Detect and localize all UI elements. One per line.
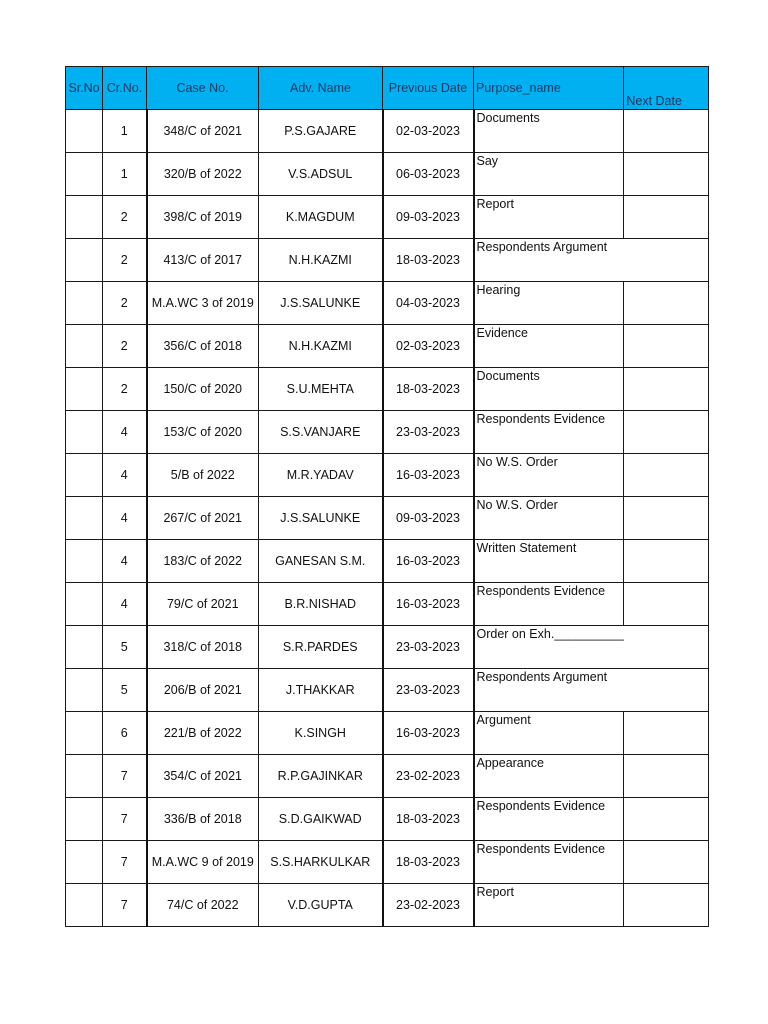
case-no-cell: 267/C of 2021 [147, 497, 259, 540]
purpose-cell: Respondents Evidence [474, 411, 624, 454]
sr-no-cell [66, 153, 103, 196]
previous-date-cell: 23-03-2023 [383, 626, 474, 669]
header-sr-no: Sr.No [66, 67, 103, 110]
adv-name-cell: S.S.VANJARE [259, 411, 383, 454]
table-row [66, 755, 709, 798]
case-no-cell: 221/B of 2022 [147, 712, 259, 755]
header-purpose-name: Purpose_name [474, 67, 624, 110]
cr-no-cell: 7 [103, 884, 147, 927]
case-no-cell: 320/B of 2022 [147, 153, 259, 196]
purpose-cell: Documents [474, 368, 624, 411]
case-no-cell: 356/C of 2018 [147, 325, 259, 368]
case-no-cell: 74/C of 2022 [147, 884, 259, 927]
next-date-cell [624, 454, 709, 497]
table-row [66, 454, 709, 497]
purpose-cell: No W.S. Order [474, 454, 624, 497]
sr-no-cell [66, 110, 103, 153]
previous-date-cell: 16-03-2023 [383, 540, 474, 583]
adv-name-cell: P.S.GAJARE [259, 110, 383, 153]
next-date-cell [624, 239, 709, 282]
header-case-no: Case No. [147, 67, 259, 110]
previous-date-cell: 09-03-2023 [383, 196, 474, 239]
cr-no-cell: 2 [103, 239, 147, 282]
header-previous-date: Previous Date [383, 67, 474, 110]
header-cr-no: Cr.No. [103, 67, 147, 110]
previous-date-cell: 16-03-2023 [383, 583, 474, 626]
table-row [66, 411, 709, 454]
next-date-cell [624, 368, 709, 411]
purpose-cell: Respondents Evidence [474, 841, 624, 884]
cr-no-cell: 2 [103, 282, 147, 325]
purpose-cell: Appearance [474, 755, 624, 798]
sr-no-cell [66, 454, 103, 497]
adv-name-cell: J.THAKKAR [259, 669, 383, 712]
adv-name-cell: B.R.NISHAD [259, 583, 383, 626]
purpose-cell: Respondents Evidence [474, 583, 624, 626]
cr-no-cell: 4 [103, 540, 147, 583]
adv-name-cell: S.S.HARKULKAR [259, 841, 383, 884]
sr-no-cell [66, 583, 103, 626]
previous-date-cell: 16-03-2023 [383, 712, 474, 755]
previous-date-cell: 18-03-2023 [383, 239, 474, 282]
sr-no-cell [66, 540, 103, 583]
cr-no-cell: 1 [103, 153, 147, 196]
purpose-cell: Hearing [474, 282, 624, 325]
cause-list-table [65, 66, 709, 927]
next-date-cell [624, 497, 709, 540]
table-row [66, 583, 709, 626]
next-date-cell [624, 325, 709, 368]
purpose-cell: Respondents Argument [474, 669, 624, 712]
table-row [66, 110, 709, 153]
case-no-cell: 183/C of 2022 [147, 540, 259, 583]
sr-no-cell [66, 368, 103, 411]
previous-date-cell: 09-03-2023 [383, 497, 474, 540]
sr-no-cell [66, 841, 103, 884]
table-body [66, 110, 709, 927]
previous-date-cell: 04-03-2023 [383, 282, 474, 325]
header-row [66, 67, 709, 110]
next-date-cell [624, 583, 709, 626]
cr-no-cell: 7 [103, 798, 147, 841]
purpose-cell: Documents [474, 110, 624, 153]
sr-no-cell [66, 884, 103, 927]
cr-no-cell: 5 [103, 669, 147, 712]
purpose-cell: No W.S. Order [474, 497, 624, 540]
previous-date-cell: 18-03-2023 [383, 841, 474, 884]
purpose-cell: Evidence [474, 325, 624, 368]
adv-name-cell: N.H.KAZMI [259, 325, 383, 368]
previous-date-cell: 02-03-2023 [383, 325, 474, 368]
sr-no-cell [66, 325, 103, 368]
next-date-cell [624, 411, 709, 454]
next-date-cell [624, 841, 709, 884]
previous-date-cell: 23-03-2023 [383, 669, 474, 712]
purpose-cell: Respondents Argument [474, 239, 624, 282]
adv-name-cell: S.U.MEHTA [259, 368, 383, 411]
cr-no-cell: 7 [103, 755, 147, 798]
previous-date-cell: 02-03-2023 [383, 110, 474, 153]
adv-name-cell: J.S.SALUNKE [259, 282, 383, 325]
purpose-cell: Report [474, 196, 624, 239]
adv-name-cell: GANESAN S.M. [259, 540, 383, 583]
adv-name-cell: M.R.YADAV [259, 454, 383, 497]
table-row [66, 282, 709, 325]
next-date-cell [624, 153, 709, 196]
sr-no-cell [66, 626, 103, 669]
purpose-cell: Say [474, 153, 624, 196]
table-row [66, 884, 709, 927]
next-date-cell [624, 669, 709, 712]
cr-no-cell: 1 [103, 110, 147, 153]
purpose-cell: Order on Exh.__________ [474, 626, 624, 669]
sr-no-cell [66, 196, 103, 239]
cr-no-cell: 5 [103, 626, 147, 669]
next-date-cell [624, 884, 709, 927]
table-row [66, 196, 709, 239]
cr-no-cell: 6 [103, 712, 147, 755]
previous-date-cell: 18-03-2023 [383, 368, 474, 411]
case-no-cell: 5/B of 2022 [147, 454, 259, 497]
sr-no-cell [66, 411, 103, 454]
cr-no-cell: 7 [103, 841, 147, 884]
case-no-cell: 318/C of 2018 [147, 626, 259, 669]
table-row [66, 669, 709, 712]
case-no-cell: 348/C of 2021 [147, 110, 259, 153]
previous-date-cell: 18-03-2023 [383, 798, 474, 841]
sr-no-cell [66, 239, 103, 282]
previous-date-cell: 23-02-2023 [383, 755, 474, 798]
purpose-cell: Respondents Evidence [474, 798, 624, 841]
next-date-cell [624, 798, 709, 841]
table-row [66, 626, 709, 669]
sr-no-cell [66, 669, 103, 712]
sr-no-cell [66, 755, 103, 798]
header-next-date: Next Date [624, 67, 709, 110]
table-row [66, 841, 709, 884]
case-no-cell: 354/C of 2021 [147, 755, 259, 798]
adv-name-cell: J.S.SALUNKE [259, 497, 383, 540]
case-no-cell: 153/C of 2020 [147, 411, 259, 454]
table-row [66, 325, 709, 368]
previous-date-cell: 23-03-2023 [383, 411, 474, 454]
adv-name-cell: K.SINGH [259, 712, 383, 755]
next-date-cell [624, 626, 709, 669]
sr-no-cell [66, 282, 103, 325]
next-date-cell [624, 540, 709, 583]
adv-name-cell: V.D.GUPTA [259, 884, 383, 927]
next-date-cell [624, 755, 709, 798]
table-row [66, 798, 709, 841]
next-date-cell [624, 196, 709, 239]
sr-no-cell [66, 712, 103, 755]
adv-name-cell: V.S.ADSUL [259, 153, 383, 196]
purpose-cell: Report [474, 884, 624, 927]
table-row [66, 712, 709, 755]
next-date-cell [624, 110, 709, 153]
table-row [66, 239, 709, 282]
sr-no-cell [66, 798, 103, 841]
cr-no-cell: 2 [103, 325, 147, 368]
cr-no-cell: 2 [103, 368, 147, 411]
adv-name-cell: N.H.KAZMI [259, 239, 383, 282]
case-no-cell: 336/B of 2018 [147, 798, 259, 841]
adv-name-cell: R.P.GAJINKAR [259, 755, 383, 798]
cr-no-cell: 4 [103, 583, 147, 626]
table-row [66, 497, 709, 540]
case-no-cell: 150/C of 2020 [147, 368, 259, 411]
previous-date-cell: 16-03-2023 [383, 454, 474, 497]
cr-no-cell: 4 [103, 497, 147, 540]
cr-no-cell: 2 [103, 196, 147, 239]
purpose-cell: Written Statement [474, 540, 624, 583]
sr-no-cell [66, 497, 103, 540]
purpose-cell: Argument [474, 712, 624, 755]
previous-date-cell: 06-03-2023 [383, 153, 474, 196]
adv-name-cell: K.MAGDUM [259, 196, 383, 239]
header-adv-name: Adv. Name [259, 67, 383, 110]
table-row [66, 153, 709, 196]
table-row [66, 368, 709, 411]
cr-no-cell: 4 [103, 454, 147, 497]
case-no-cell: M.A.WC 9 of 2019 [147, 841, 259, 884]
next-date-cell [624, 282, 709, 325]
adv-name-cell: S.R.PARDES [259, 626, 383, 669]
adv-name-cell: S.D.GAIKWAD [259, 798, 383, 841]
cr-no-cell: 4 [103, 411, 147, 454]
case-no-cell: 413/C of 2017 [147, 239, 259, 282]
case-no-cell: 79/C of 2021 [147, 583, 259, 626]
case-no-cell: 398/C of 2019 [147, 196, 259, 239]
previous-date-cell: 23-02-2023 [383, 884, 474, 927]
case-no-cell: 206/B of 2021 [147, 669, 259, 712]
case-no-cell: M.A.WC 3 of 2019 [147, 282, 259, 325]
next-date-cell [624, 712, 709, 755]
table-row [66, 540, 709, 583]
